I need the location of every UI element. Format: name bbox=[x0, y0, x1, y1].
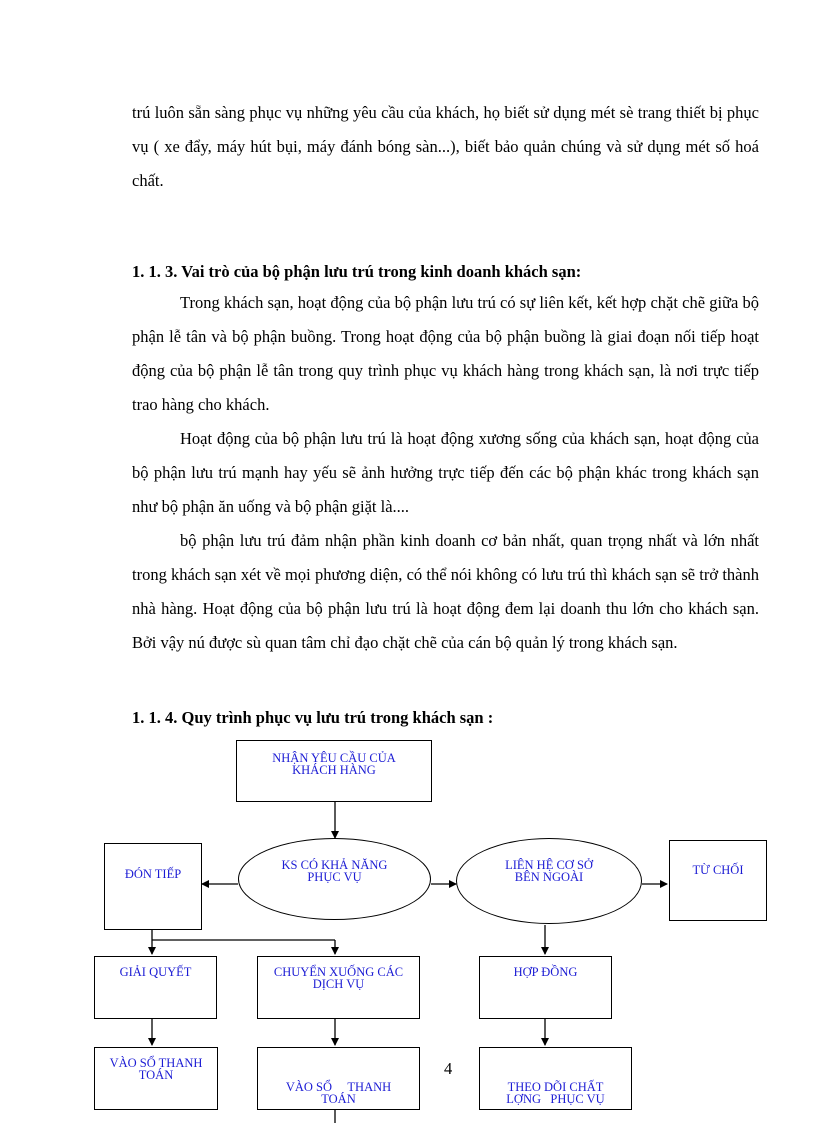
section-heading-role: 1. 1. 3. Vai trò của bộ phận lưu trú trong kinh doanh khách sạn: bbox=[132, 262, 582, 281]
section-heading-process: 1. 1. 4. Quy trình phục vụ lưu trú trong khách sạn : bbox=[132, 708, 494, 727]
ellipse-hotel-capable: KS CÓ KHẢ NĂNG PHỤC VỤ bbox=[238, 838, 431, 920]
box-welcome: ĐÓN TIẾP bbox=[104, 843, 202, 930]
page-number: 4 bbox=[444, 1059, 453, 1078]
box-refuse: TỪ CHỐI bbox=[669, 840, 767, 921]
paragraph-coordination: Trong khách sạn, hoạt động của bộ phận lưu trú có sự liên kết, kết hợp chặt chẽ giữa bộ phận lễ tân và bộ phận buồng. Trong hoạt động của bộ phận buồng là giai đoạn nối tiếp hoạt động của bộ phận lễ tân trong quy trình phục vụ khách hàng trong khách sạn, là nơi trực tiếp trao hàng cho khách. bbox=[132, 293, 759, 414]
box-record-payment-2: VÀO SỔ THANH TOÁN bbox=[257, 1047, 420, 1110]
box-transfer-services: CHUYỂN XUỐNG CÁC DỊCH VỤ bbox=[257, 956, 420, 1019]
paragraph-staff-skills: trú luôn sẵn sàng phục vụ những yêu cầu của khách, họ biết sử dụng mét sè trang thiết bị phục vụ ( xe đẩy, máy hút bụi, máy đánh bóng sàn...), biết bảo quản chúng và sử dụng mét số hoá chất. bbox=[132, 103, 759, 190]
box-resolve: GIẢI QUYẾT bbox=[94, 956, 217, 1019]
box-receive-request: NHẬN YÊU CẦU CỦA KHÁCH HÀNG bbox=[236, 740, 432, 802]
ellipse-contact-external: LIÊN HỆ CƠ SỞ BÊN NGOÀI bbox=[456, 838, 642, 924]
paragraph-backbone: Hoạt động của bộ phận lưu trú là hoạt động xương sống của khách sạn, hoạt động của bộ phận lưu trú mạnh hay yếu sẽ ảnh hưởng trực tiếp đến các bộ phận khác trong khách sạn như bộ phận ăn uống và bộ phận giặt là.... bbox=[132, 429, 759, 516]
paragraph-core-business: bộ phận lưu trú đảm nhận phần kinh doanh cơ bản nhất, quan trọng nhất và lớn nhất trong khách sạn xét về mọi phương diện, có thể nói không có lưu trú thì khách sạn sẽ trở thành nhà hàng. Hoạt động của bộ phận lưu trú là hoạt động đem lại doanh thu lớn cho khách sạn. Bởi vậy nú được sù quan tâm chỉ đạo chặt chẽ của cán bộ quản lý trong khách sạn. bbox=[132, 531, 759, 652]
box-monitor-quality: THEO DÕI CHẤT LỢNG PHỤC VỤ bbox=[479, 1047, 632, 1110]
box-contract: HỢP ĐỒNG bbox=[479, 956, 612, 1019]
box-record-payment-1: VÀO SỔ THANH TOÁN bbox=[94, 1047, 218, 1110]
